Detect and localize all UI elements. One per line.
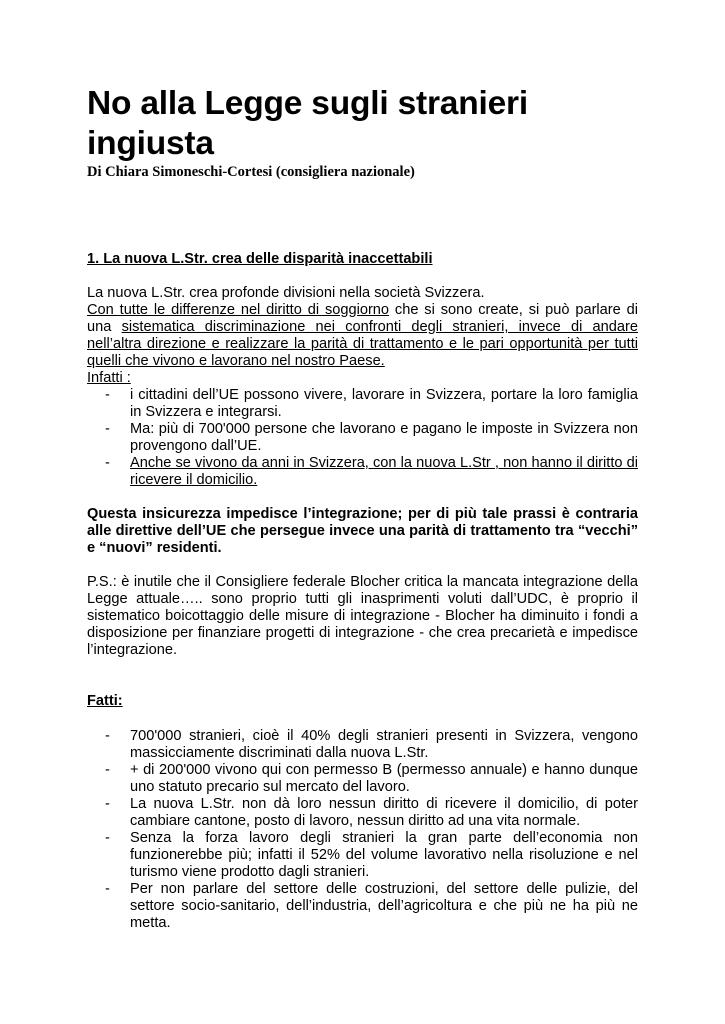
dash-bullet: - (105, 881, 110, 897)
plain-text: che si sono create, si può parlare di una (87, 302, 638, 335)
list-item-text: 700'000 stranieri, cioè il 40% degli stranieri presenti in Svizzera, vengono massicciamente discriminati dalla nuova L.Str. (130, 728, 638, 761)
dash-bullet: - (105, 387, 110, 403)
dash-bullet: - (105, 830, 110, 846)
list-item (87, 728, 638, 762)
list-item (87, 796, 638, 830)
dash-bullet: - (105, 421, 110, 437)
intro-paragraph: La nuova L.Str. crea profonde divisioni nella società Svizzera. (87, 285, 485, 301)
list-item (87, 387, 638, 421)
list-item-text: Ma: più di 700'000 persone che lavorano e pagano le imposte in Svizzera non provengono dall’UE. (130, 421, 638, 454)
fatti-list (87, 728, 638, 932)
dash-bullet: - (105, 762, 110, 778)
dash-bullet: - (105, 796, 110, 812)
list-item-text: La nuova L.Str. non dà loro nessun diritto di ricevere il domicilio, di poter cambiare cantone, posto di lavoro, nessun diritto ad una vita normale. (130, 796, 638, 829)
bold-paragraph: Questa insicurezza impedisce l’integrazione; per di più tale prassi è contraria alle direttive dell’UE che persegue invece una parità di trattamento tra “vecchi” e “nuovi” residenti. (87, 506, 638, 556)
list-item (87, 455, 638, 489)
document-page (87, 84, 638, 932)
list-item (87, 421, 638, 455)
discrimination-paragraph (87, 302, 638, 370)
list-item-text: i cittadini dell’UE possono vivere, lavorare in Svizzera, portare la loro famiglia in Svizzera e integrarsi. (130, 387, 638, 420)
infatti-text: Infatti : (87, 370, 131, 386)
infatti-list (87, 387, 638, 489)
list-item-text: Anche se vivono da anni in Svizzera, con la nuova L.Str , non hanno il diritto di ricevere il domicilio. (130, 455, 638, 488)
section-heading-1: 1. La nuova L.Str. crea delle disparità inaccettabili (87, 251, 433, 267)
section-heading-fatti: Fatti: (87, 693, 123, 709)
byline: Di Chiara Simoneschi-Cortesi (consigliera nazionale) (87, 164, 415, 180)
list-item-text: + di 200'000 vivono qui con permesso B (permesso annuale) e hanno dunque uno statuto precario sul mercato del lavoro. (130, 762, 638, 795)
infatti-label (87, 370, 638, 387)
dash-bullet: - (105, 728, 110, 744)
list-item-text: Per non parlare del settore delle costruzioni, del settore delle pulizie, del settore socio-sanitario, dell’industria, dell’agricoltura e che più ne ha più ne metta. (130, 881, 638, 931)
document-title: No alla Legge sugli stranieri ingiusta (87, 85, 528, 162)
list-item-text: Senza la forza lavoro degli stranieri la gran parte dell’economia non funzionerebbe più; infatti il 52% del volume lavorativo nella risoluzione e nel turismo viene prodotto dagli stranieri. (130, 830, 638, 880)
dash-bullet: - (105, 455, 110, 471)
underlined-text: Con tutte le differenze nel diritto di soggiorno (87, 302, 390, 318)
list-item (87, 830, 638, 881)
underlined-text: sistematica discriminazione nei confronti degli stranieri, invece di andare nell’altra direzione e realizzare la parità di trattamento e le pari opportunità per tutti quelli che vivono e lavorano nel nostro Paese. (87, 319, 638, 369)
ps-paragraph: P.S.: è inutile che il Consigliere federale Blocher critica la mancata integrazione della Legge attuale….. sono proprio tutti gli inasprimenti voluti dall’UDC, è proprio il sistematico boicottaggio delle misure di integrazione - Blocher ha diminuito i fondi a disposizione per finanziare progetti di integrazione - che crea precarietà e impedisce l’integrazione. (87, 574, 638, 658)
list-item (87, 881, 638, 932)
list-item (87, 762, 638, 796)
